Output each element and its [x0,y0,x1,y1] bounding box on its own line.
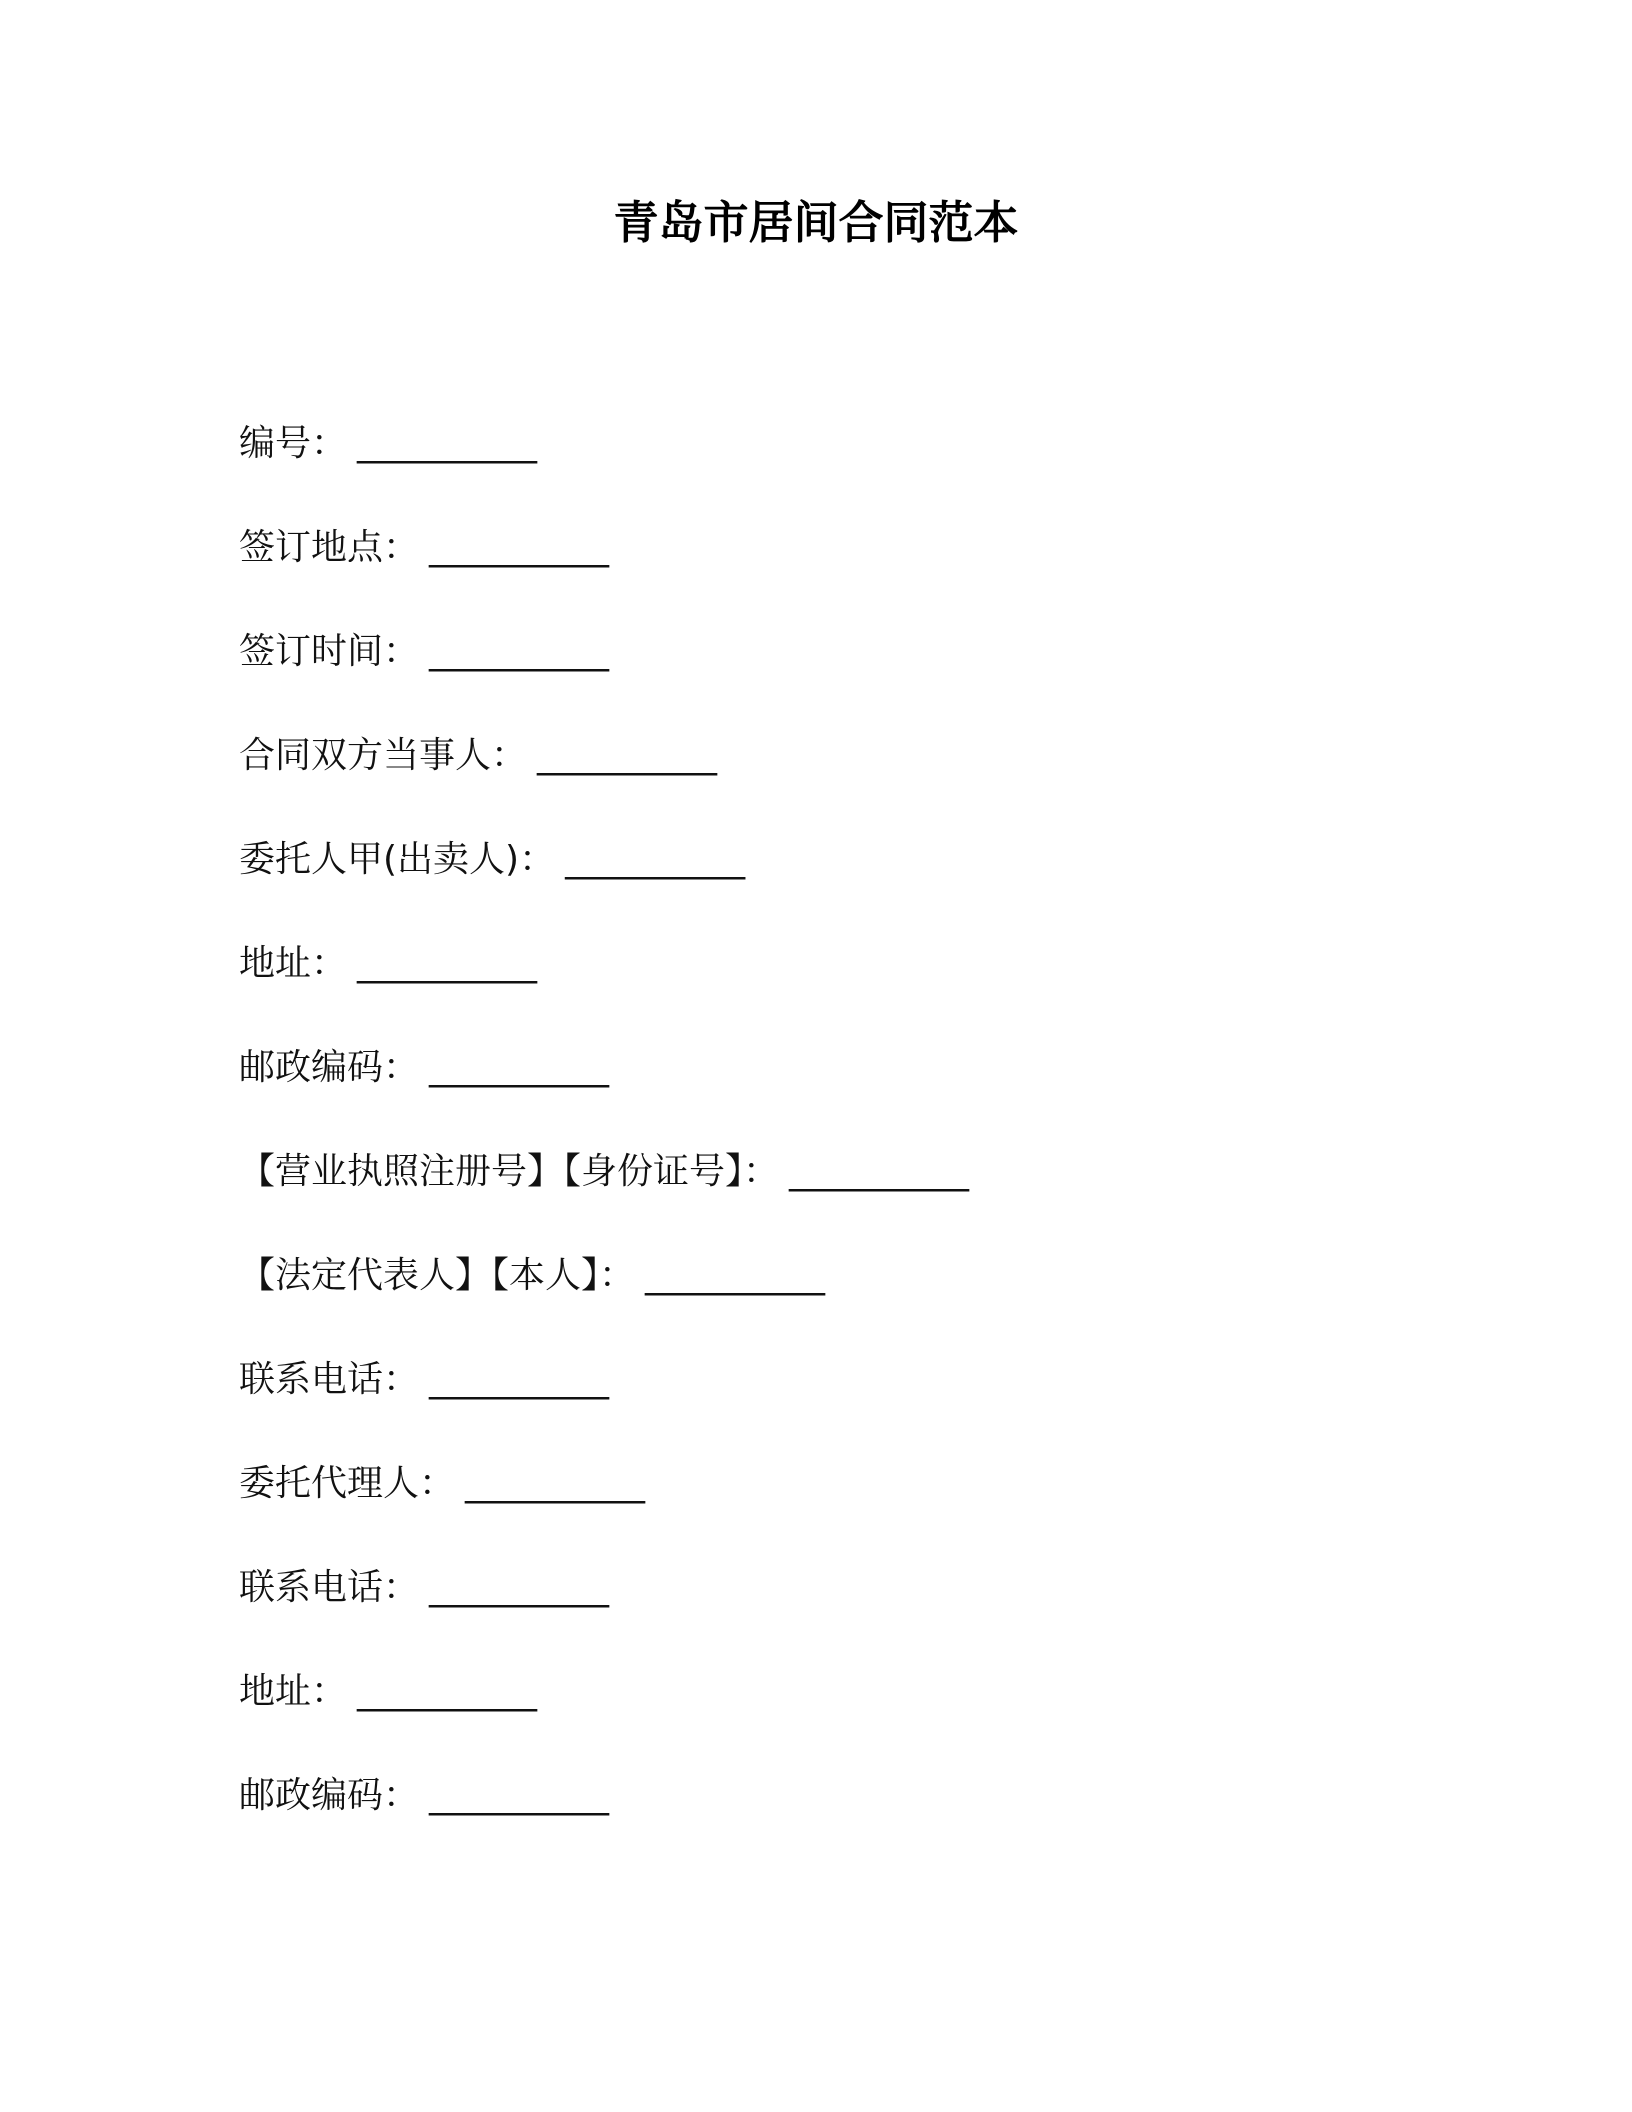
field-label: 联系电话： [239,1359,420,1400]
field-label: 签订地点： [239,527,420,568]
field-phone [239,1354,1439,1458]
field-blank: __________ [357,1671,538,1712]
field-label: 邮政编码： [239,1047,420,1088]
document-title: 青岛市居间合同范本 [613,196,1019,249]
field-agent-address [239,1666,1439,1770]
field-blank: __________ [429,1359,610,1400]
field-label: 合同双方当事人： [239,735,528,776]
field-blank: __________ [429,1047,610,1088]
field-label: 编号： [239,423,348,464]
field-address [239,938,1439,1042]
field-blank: __________ [429,1567,610,1608]
field-label: 委托人甲(出卖人)： [239,839,556,880]
field-postal-code [239,1042,1439,1146]
field-label: 【营业执照注册号】【身份证号】： [239,1151,780,1192]
field-label: 邮政编码： [239,1775,420,1816]
field-principal-seller [239,834,1439,938]
field-authorized-agent [239,1458,1439,1562]
field-agent-phone [239,1562,1439,1666]
field-blank: __________ [645,1255,826,1296]
field-blank: __________ [429,1775,610,1816]
field-blank: __________ [537,735,718,776]
field-label: 地址： [239,943,348,984]
contract-fields [239,418,1439,1874]
field-label: 联系电话： [239,1567,420,1608]
field-blank: __________ [357,423,538,464]
field-contract-number [239,418,1439,522]
field-blank: __________ [429,631,610,672]
field-agent-postal-code [239,1770,1439,1874]
field-label: 【法定代表人】【本人】： [239,1255,636,1296]
field-label: 签订时间： [239,631,420,672]
field-blank: __________ [789,1151,970,1192]
field-blank: __________ [465,1463,646,1504]
field-legal-representative [239,1250,1439,1354]
field-parties [239,730,1439,834]
field-label: 委托代理人： [239,1463,456,1504]
field-label: 地址： [239,1671,348,1712]
field-blank: __________ [357,943,538,984]
field-blank: __________ [565,839,746,880]
field-signing-place [239,522,1439,626]
field-signing-time [239,626,1439,730]
field-license-id-number [239,1146,1439,1250]
field-blank: __________ [429,527,610,568]
